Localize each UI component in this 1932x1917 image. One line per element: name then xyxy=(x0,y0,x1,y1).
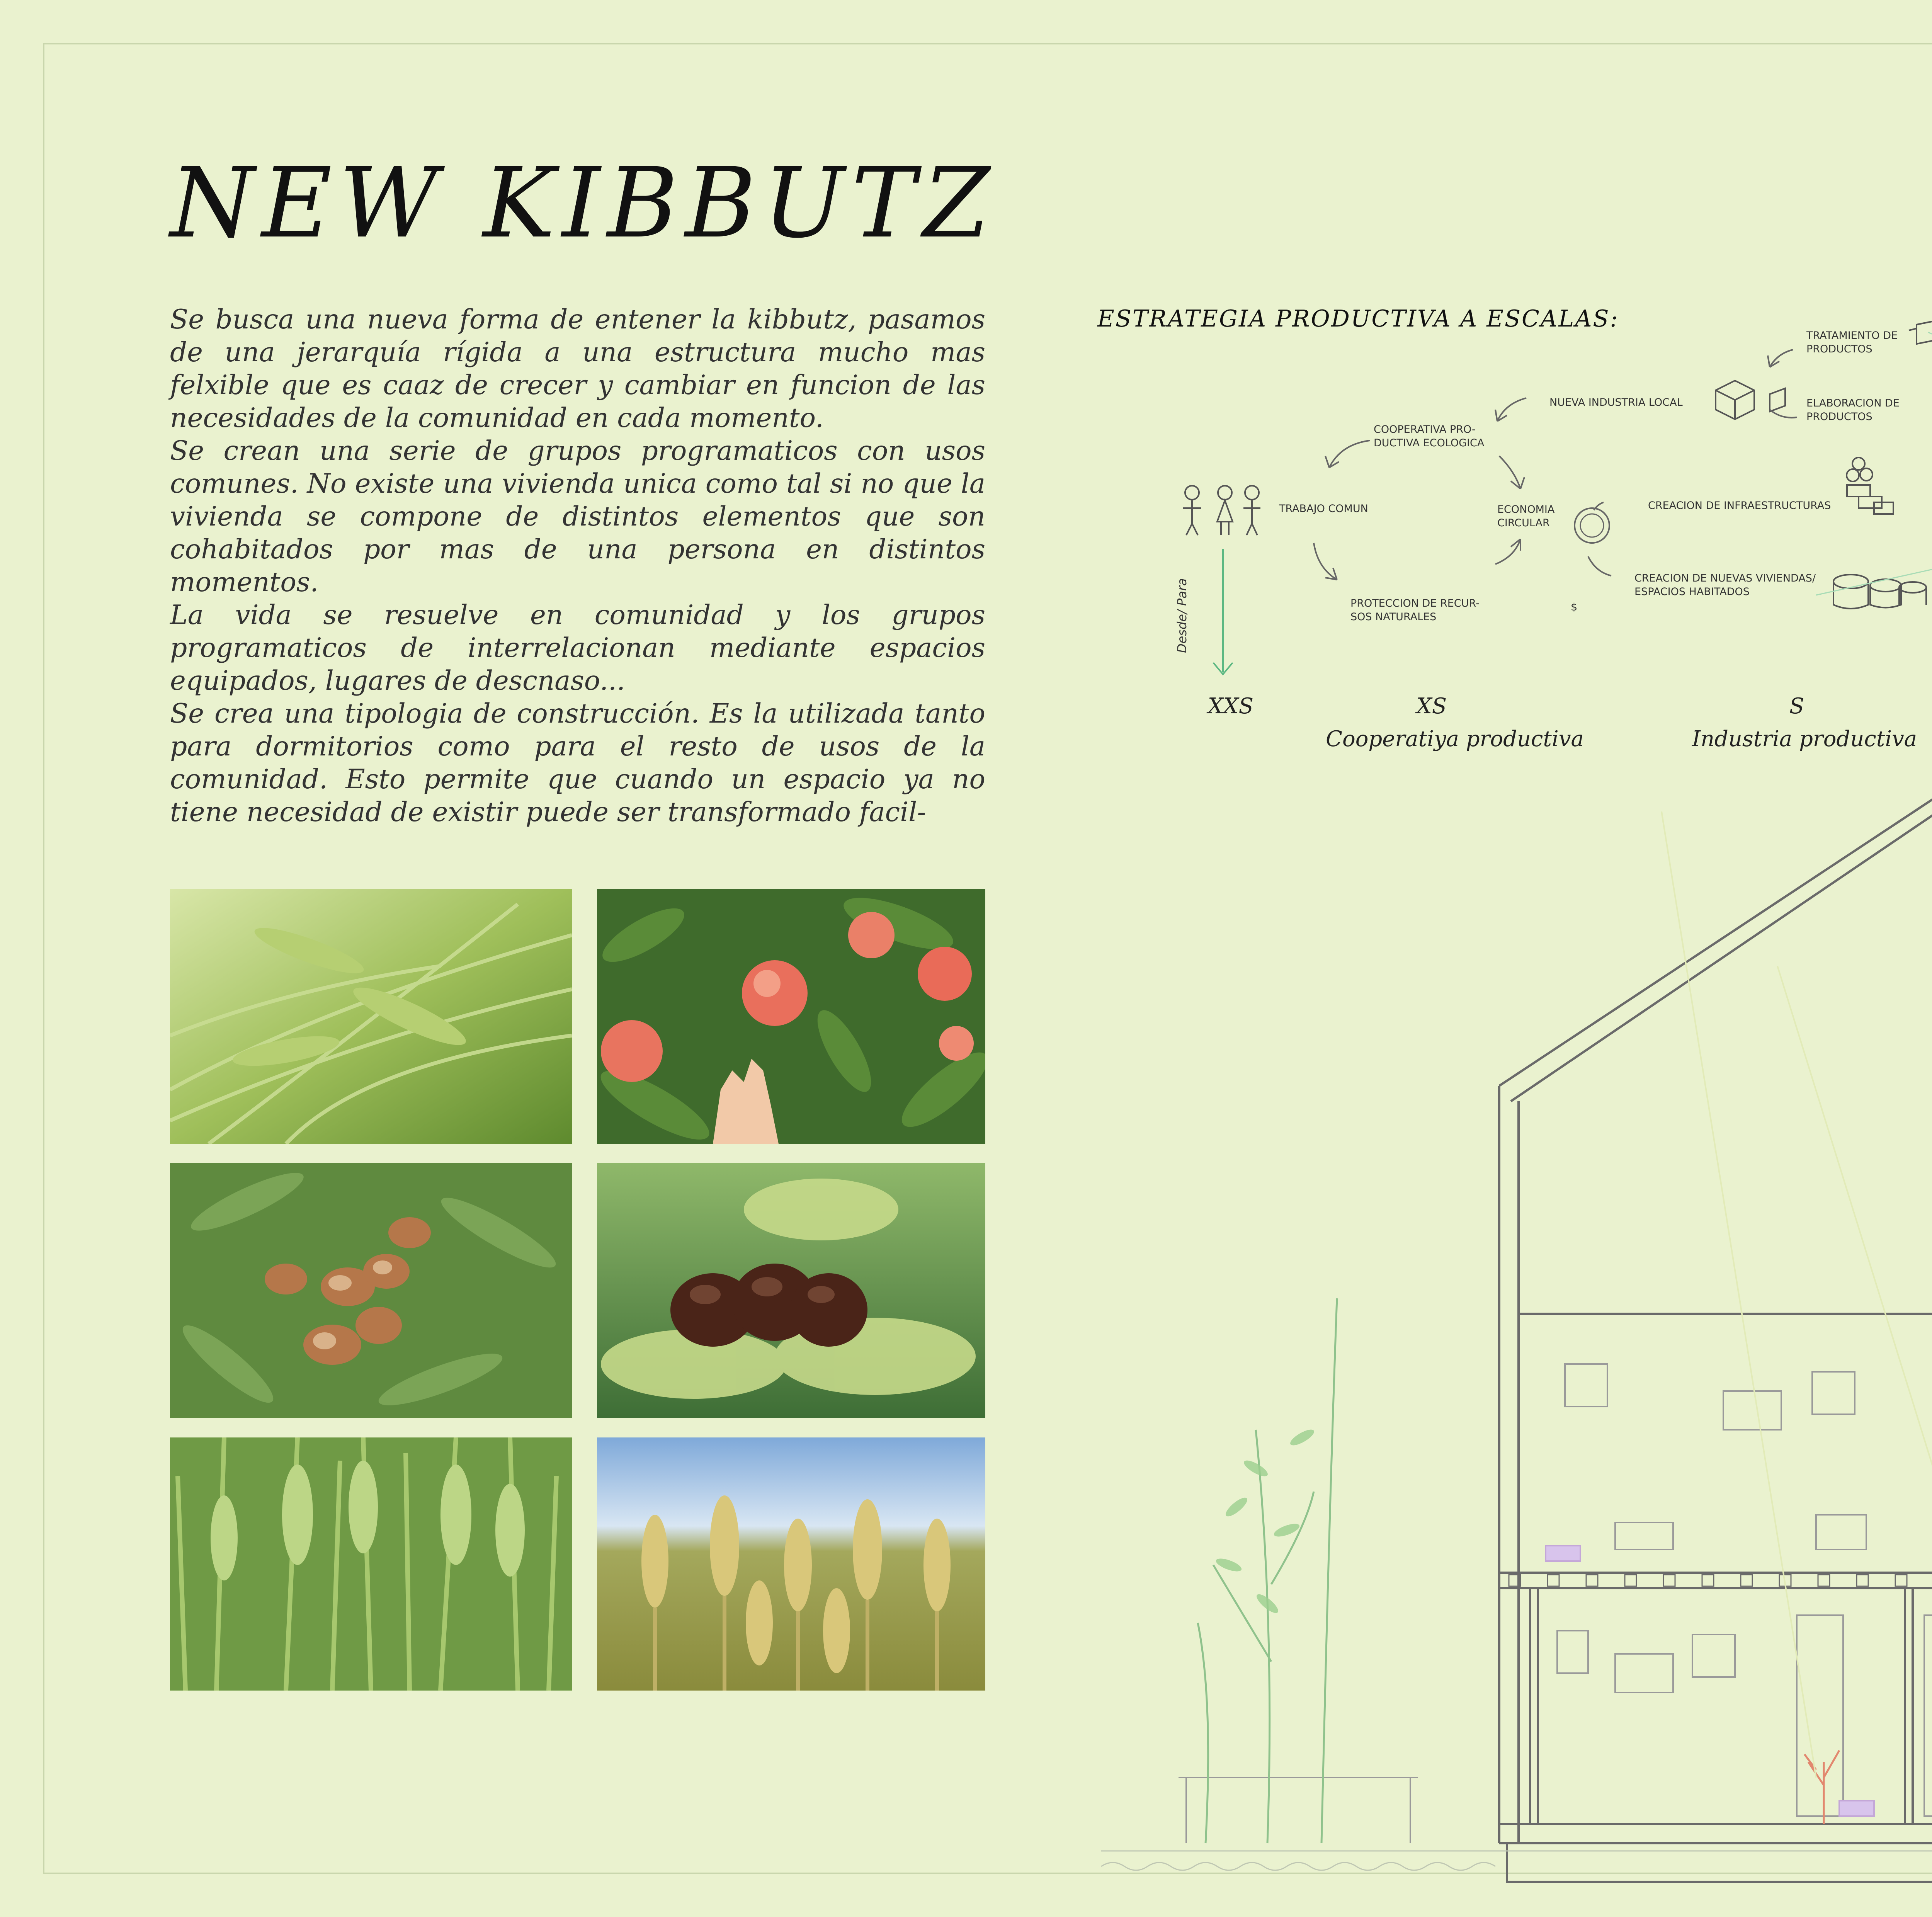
label-elaboracion-2: PRODUCTOS xyxy=(1806,411,1872,423)
paragraph-4: Se crea una tipologia de construcción. Es la utilizada tanto para dormitorios como para el resto de usos de la comunidad. Esto permite que cuando un espacio ya no tiene necesidad de existir puede ser transformado facil- xyxy=(170,698,985,828)
label-viviendas-1: CREACION DE NUEVAS VIVIENDAS/ xyxy=(1634,572,1816,584)
house-details xyxy=(1179,1194,1932,1843)
scale-s: S xyxy=(1789,694,1804,719)
label-proteccion-1: PROTECCION DE RECUR- xyxy=(1350,597,1480,609)
scale-xs-subtitle: Cooperatiya productiva xyxy=(1326,726,1584,752)
red-shrub xyxy=(1804,1750,1839,1824)
scale-xs: XS xyxy=(1416,694,1447,719)
label-tratamiento-1: TRATAMIENTO DE xyxy=(1806,330,1898,342)
label-viviendas-2: ESPACIOS HABITADOS xyxy=(1634,586,1750,598)
leaves xyxy=(1214,1427,1316,1616)
scale-xxs: XXS xyxy=(1208,694,1254,719)
people-icon xyxy=(1183,486,1260,535)
factory-icon xyxy=(1716,321,1932,419)
label-cooperativa-2: DUCTIVA ECOLOGICA xyxy=(1374,437,1485,449)
label-elaboracion-1: ELABORACION DE xyxy=(1806,397,1900,409)
cycle-arrows-icon xyxy=(1314,398,1611,580)
paragraph-3: La vida se resuelve en comunidad y los grupos programaticos de interrelacionan mediante espacios equipados, lugares de descnaso... xyxy=(170,600,985,696)
scale-s-subtitle: Industria productiva xyxy=(1692,726,1917,752)
down-arrow-icon xyxy=(1213,549,1233,674)
beam-row xyxy=(1509,1575,1932,1586)
paragraph-1: Se busca una nueva forma de entener la kibbutz, pasamos de una jerarquía rígida a una estructura mucho mas felxible que es caaz de crecer y cambiar en funcion de las necesidades de la comunidad en cada momento. xyxy=(170,304,985,434)
label-infraestructuras: CREACION DE INFRAESTRUCTURAS xyxy=(1648,500,1831,512)
label-dollar: $ xyxy=(1571,601,1578,613)
label-tratamiento-2: PRODUCTOS xyxy=(1806,343,1872,355)
label-cooperativa-1: COOPERATIVA PRO- xyxy=(1374,424,1476,435)
page-title: NEW KIBBUTZ xyxy=(170,147,997,259)
housing-icon xyxy=(1833,575,1926,609)
label-economia-2: CIRCULAR xyxy=(1497,517,1550,529)
ground-hatch xyxy=(1101,1851,1932,1870)
strategy-title: ESTRATEGIA PRODUCTIVA A ESCALAS: xyxy=(1097,305,1619,332)
infrastructure-icon xyxy=(1847,458,1893,514)
label-proteccion-2: SOS NATURALES xyxy=(1350,611,1437,623)
label-desde-para: Desde/ Para xyxy=(1175,578,1189,653)
label-nueva-industria: NUEVA INDUSTRIA LOCAL xyxy=(1549,396,1683,408)
label-trabajo-comun: TRABAJO COMUN xyxy=(1279,503,1368,515)
house-section xyxy=(1499,781,1932,1882)
label-economia-1: ECONOMIA xyxy=(1497,503,1555,515)
flower-pots xyxy=(1546,1546,1932,1816)
paragraph-2: Se crean una serie de grupos programaticos con usos comunes. No existe una vivienda unica como tal si no que la vivienda se compone de distintos elementos que son cohabitados por mas de una persona en distintos momentos. xyxy=(170,435,985,598)
